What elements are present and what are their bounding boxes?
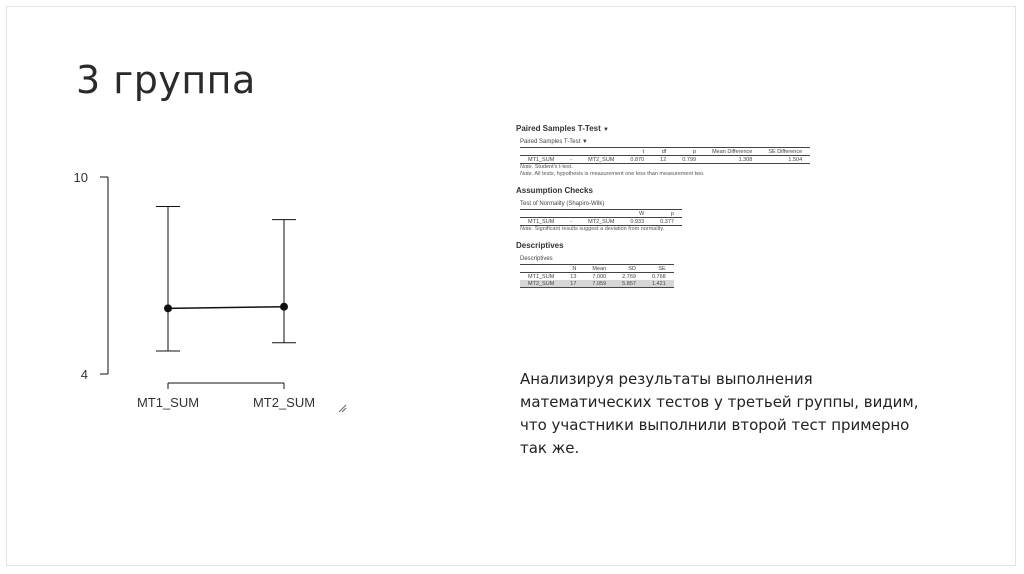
analysis-text: Анализируя результаты выполнения математических тестов у третьей группы, видим, что участники выполнили второй тест примерно так же. (520, 370, 919, 457)
descriptives-plot (60, 160, 360, 420)
table-cell: MT2_SUM (588, 218, 615, 225)
table-cell: 7.059 (592, 280, 607, 287)
column-header (562, 210, 580, 218)
y-tick-label: 4 (80, 367, 88, 382)
descriptives-heading: Descriptives (516, 241, 564, 250)
x-tick-label: MT1_SUM (136, 395, 200, 410)
table-cell: MT1_SUM (528, 156, 555, 163)
ttest-table (520, 147, 810, 164)
table-cell: 1.308 (738, 156, 753, 163)
mean-point (164, 304, 172, 312)
normality-note: Note. Significant results suggest a deviation from normality. (520, 226, 665, 232)
column-header: SE (658, 265, 666, 272)
normality-table-title: Test of Normality (Shapiro-Wilk) (520, 201, 605, 207)
table-cell: 7.000 (592, 273, 607, 280)
table-cell: 0.377 (660, 218, 674, 225)
slide-title: 3 группа (76, 58, 256, 102)
column-header: p (670, 210, 674, 217)
ttest-note: Note. Student's t-test. (520, 164, 573, 170)
table-cell: 0.799 (682, 156, 697, 163)
column-header (520, 265, 562, 273)
column-header (562, 148, 580, 156)
table-cell: 0.768 (651, 273, 666, 280)
assumption-heading: Assumption Checks (516, 186, 593, 195)
descriptives-table (520, 264, 674, 288)
table-cell: MT1_SUM (528, 273, 555, 280)
table-cell: 0.870 (630, 156, 645, 163)
column-header: df (661, 148, 667, 155)
column-header: W (638, 210, 645, 217)
ttest-heading: Paired Samples T-Test ▼ (516, 124, 609, 133)
table-cell: 1.421 (651, 280, 666, 287)
y-tick-label: 10 (73, 170, 88, 185)
table-cell: 1.504 (788, 156, 803, 163)
table-row (520, 280, 674, 288)
column-header: SE Difference (768, 148, 803, 155)
chevron-down-icon[interactable]: ▼ (581, 139, 588, 145)
x-tick-label: MT2_SUM (252, 395, 316, 410)
table-cell: - (570, 156, 573, 163)
resize-grip-icon (339, 405, 346, 412)
mean-point (280, 303, 288, 311)
table-cell: 0.933 (630, 218, 645, 225)
table-cell: MT2_SUM (528, 280, 555, 287)
ttest-table-title: Paired Samples T-Test ▼ (520, 139, 588, 145)
table-cell: - (570, 218, 573, 225)
column-header: p (693, 148, 697, 155)
table-cell: MT2_SUM (588, 156, 615, 163)
mean-line (168, 307, 284, 309)
column-header (580, 148, 622, 156)
column-header (520, 148, 562, 156)
table-cell: 5.857 (622, 280, 636, 287)
table-cell: 13 (570, 273, 577, 280)
column-header: Mean Difference (712, 148, 753, 155)
table-row (520, 273, 674, 281)
table-cell: 2.769 (622, 273, 636, 280)
column-header (520, 210, 562, 218)
jasp-output (512, 124, 882, 288)
column-header (580, 210, 622, 218)
column-header: SD (628, 265, 636, 272)
table-cell: MT1_SUM (528, 218, 555, 225)
normality-table (520, 209, 682, 226)
column-header: Mean (592, 265, 607, 272)
table-cell: 17 (570, 280, 577, 287)
table-row (520, 156, 810, 164)
column-header: t (642, 148, 645, 155)
table-cell: 12 (660, 156, 667, 163)
table-row (520, 218, 682, 226)
chevron-down-icon[interactable]: ▼ (603, 127, 609, 133)
descriptives-table-title: Descriptives (520, 256, 553, 262)
ttest-note: Note. All tests, hypothesis is measurement one less than measurement two. (520, 171, 705, 177)
column-header: N (572, 265, 577, 272)
